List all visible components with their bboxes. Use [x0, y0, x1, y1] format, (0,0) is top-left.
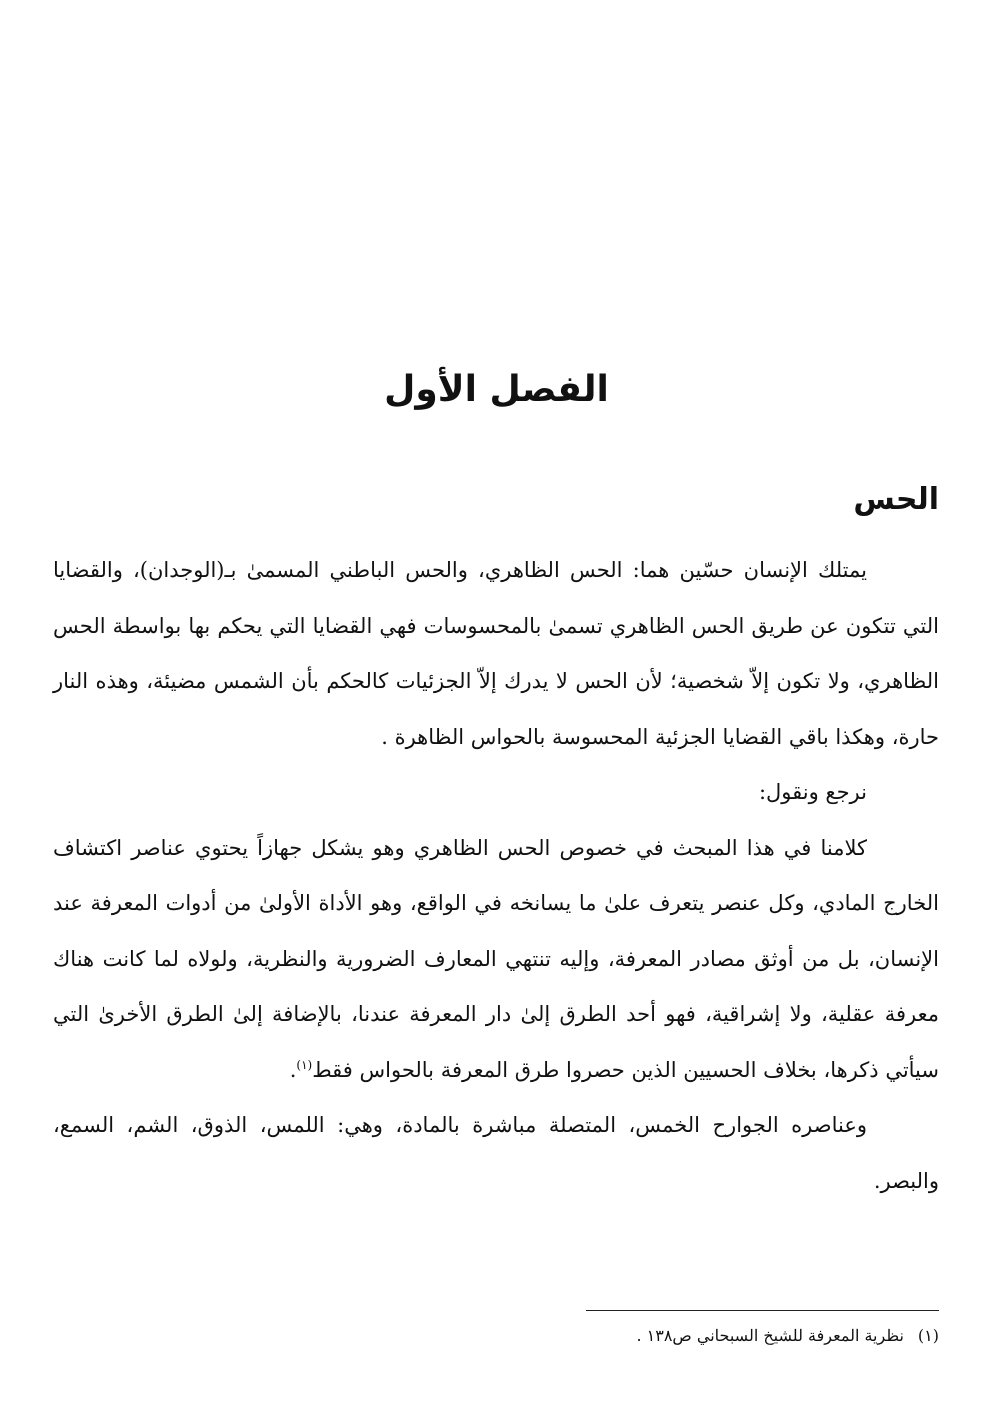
- paragraph-2: نرجع ونقول:: [758, 780, 867, 804]
- paragraph-1: يمتلك الإنسان حسّين هما: الحس الظاهري، والحس الباطني المسمىٰ بـ(الوجدان)، والقضايا التي تتكون عن طريق الحس الظاهري تسمىٰ بالمحسوسات فهي القضايا التي يحكم بها بواسطة الحس الظاهري، ولا تكون إلاّ شخصية؛ لأن الحس لا يدرك إلاّ الجزئيات كالحكم بأن الشمس مضيئة، وهذه النار حارة، وهكذا باقي القضايا الجزئية المحسوسة بالحواس الظاهرة .: [53, 558, 939, 749]
- footnote-text: نظرية المعرفة للشيخ السبحاني ص١٣٨ .: [636, 1326, 904, 1345]
- footnote-reference[interactable]: (١): [296, 1057, 313, 1072]
- body-text: [53, 543, 939, 1209]
- paragraph-3: [53, 821, 939, 1099]
- chapter-title: الفصل الأول: [384, 369, 609, 410]
- footnote-number: (١): [917, 1326, 939, 1345]
- paragraph-3-text: كلامنا في هذا المبحث في خصوص الحس الظاهري وهو يشكل جهازاً يحتوي عناصر اكتشاف الخارج المادي، وكل عنصر يتعرف علىٰ ما يسانخه في الواقع، وهو الأداة الأولىٰ من أدوات المعرفة عند الإنسان، بل من أوثق مصادر المعرفة، وإليه تنتهي المعارف الضرورية والنظرية، ولولاه لما كانت هناك معرفة عقلية، ولا إشراقية، فهو أحد الطرق إلىٰ دار المعرفة عندنا، بالإضافة إلىٰ الطرق الأخرىٰ التي سيأتي ذكرها، بخلاف الحسيين الذين حصروا طرق المعرفة بالحواس فقط: [53, 835, 939, 1082]
- section-title: الحس: [853, 482, 939, 517]
- footnote: [53, 1322, 939, 1350]
- paragraph-3-end-punct: .: [289, 1057, 297, 1082]
- paragraph-4: وعناصره الجوارح الخمس، المتصلة مباشرة بالمادة، وهي: اللمس، الذوق، الشم، السمع، والبصر.: [53, 1113, 939, 1193]
- footnote-divider: [586, 1310, 939, 1311]
